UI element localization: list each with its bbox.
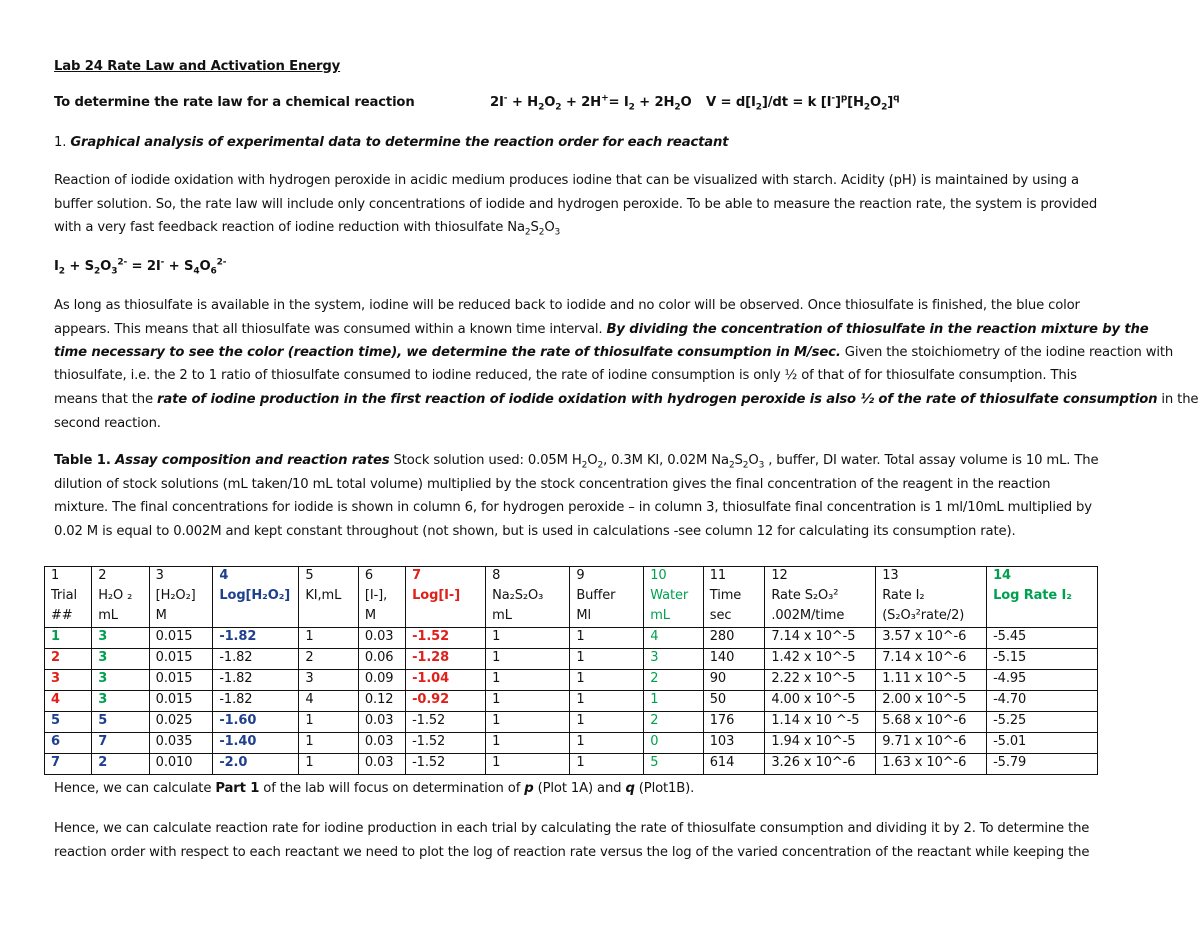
column-number-row — [45, 567, 1098, 588]
table-cell: 9 — [570, 567, 644, 588]
table-cell: 1 — [644, 691, 704, 712]
table-cell: 1.42 x 10^-5 — [765, 649, 876, 670]
table-cell: 1 — [570, 628, 644, 649]
table-cell: Log[I-] — [406, 587, 486, 607]
table-cell: 0.015 — [149, 670, 213, 691]
table-cell: 9.71 x 10^-6 — [876, 733, 987, 754]
table-cell: 5 — [92, 712, 149, 733]
assay-table — [44, 566, 1098, 775]
table-cell: KI,mL — [299, 587, 359, 607]
table-cell: 1 — [570, 649, 644, 670]
table-cell: 10 — [644, 567, 704, 588]
table-cell: -5.01 — [987, 733, 1098, 754]
table-cell: 1 — [486, 649, 570, 670]
table-cell: Na₂S₂O₃ — [486, 587, 570, 607]
table-cell: -1.82 — [213, 649, 299, 670]
paragraph-1-line-1: Reaction of iodide oxidation with hydrogen peroxide in acidic medium produces iodine that can be visualized with starch. Acidity (pH) is maintained by using a — [54, 173, 1079, 188]
table-cell: 3.26 x 10^-6 — [765, 754, 876, 775]
table-cell: -1.60 — [213, 712, 299, 733]
table-row — [45, 649, 1098, 670]
table-cell: 0.03 — [358, 628, 405, 649]
table-cell: 1.63 x 10^-6 — [876, 754, 987, 775]
table-cell: -5.25 — [987, 712, 1098, 733]
table-cell: 7 — [92, 733, 149, 754]
table-cell: 4 — [213, 567, 299, 588]
table-cell: 90 — [703, 670, 765, 691]
table-cell: -1.52 — [406, 733, 486, 754]
thiosulfate-equation: $I_2 + S_2O_3^{2-} = 2I^- + S_4O_6^{2-}$ — [54, 257, 227, 277]
table-cell: 12 — [765, 567, 876, 588]
paragraph-1-line-3: with a very fast feedback reaction of iodine reduction with thiosulfate $Na_2S_2O_3$ — [54, 220, 561, 238]
table-cell: Rate S₂O₃² — [765, 587, 876, 607]
table-cell: 4 — [299, 691, 359, 712]
table-cell: 11 — [703, 567, 765, 588]
table-caption-line-3: mixture. The final concentrations for iodide is shown in column 6, for hydrogen peroxide – in column 3, thiosulfate final concentration is 1 ml/10mL multiplied by — [54, 500, 1092, 515]
table-cell: 5 — [644, 754, 704, 775]
table-cell: 3 — [299, 670, 359, 691]
table-cell: 103 — [703, 733, 765, 754]
table-cell: Buffer — [570, 587, 644, 607]
table-cell: 7.14 x 10^-5 — [765, 628, 876, 649]
table-cell: 0.025 — [149, 712, 213, 733]
table-cell: -1.28 — [406, 649, 486, 670]
table-cell: 1 — [486, 691, 570, 712]
table-cell: 0.015 — [149, 628, 213, 649]
table-cell: 1 — [486, 670, 570, 691]
table-cell: 1.94 x 10^-5 — [765, 733, 876, 754]
table-cell: 1 — [486, 733, 570, 754]
table-cell: (S₂O₃²rate/2) — [876, 607, 987, 628]
table-cell: [I-], — [358, 587, 405, 607]
table-cell: -2.0 — [213, 754, 299, 775]
table-cell: 1 — [570, 733, 644, 754]
table-cell: 0.015 — [149, 649, 213, 670]
paragraph-2-line-6: second reaction. — [54, 416, 161, 431]
section-heading: 1. Graphical analysis of experimental data to determine the reaction order for each reactant — [54, 135, 729, 150]
table-cell: -5.45 — [987, 628, 1098, 649]
reaction-equation: $2I^- + H_2O_2 + 2H^+= I_2 + 2H_2O$ — [490, 93, 692, 113]
table-cell: H₂O ₂ — [92, 587, 149, 607]
table-cell: 1 — [45, 567, 92, 588]
table-cell: 2 — [92, 567, 149, 588]
table-cell: -1.82 — [213, 670, 299, 691]
table-cell — [406, 607, 486, 628]
table-cell: Trial — [45, 587, 92, 607]
paragraph-1-line-2: buffer solution. So, the rate law will include only concentrations of iodide and hydrogen peroxide. To be able to measure the reaction rate, the system is provided — [54, 197, 1098, 212]
table-cell: 176 — [703, 712, 765, 733]
table-cell: 2 — [92, 754, 149, 775]
table-cell: 4 — [644, 628, 704, 649]
table-cell: 140 — [703, 649, 765, 670]
table-cell: 280 — [703, 628, 765, 649]
table-cell: 6 — [45, 733, 92, 754]
table-cell: -5.15 — [987, 649, 1098, 670]
table-cell: 5 — [299, 567, 359, 588]
table-cell: 2 — [45, 649, 92, 670]
table-cell: 1 — [570, 691, 644, 712]
table-row — [45, 733, 1098, 754]
table-cell: 1 — [570, 670, 644, 691]
table-cell: 1 — [45, 628, 92, 649]
table-cell: 0.12 — [358, 691, 405, 712]
table-cell: -0.92 — [406, 691, 486, 712]
after-table-line-1: Hence, we can calculate Part 1 of the lab will focus on determination of p (Plot 1A) and q (Plot1B). — [54, 781, 695, 796]
after-table-line-3: reaction order with respect to each reactant we need to plot the log of reaction rate versus the log of the varied concentration of the reactant while keeping the — [54, 845, 1090, 860]
paragraph-2-line-3: time necessary to see the color (reaction time), we determine the rate of thiosulfate consumption in M/sec. Given the stoichiometry of the iodine reaction with — [54, 345, 1174, 360]
table-cell: 0.09 — [358, 670, 405, 691]
table-cell: 3 — [644, 649, 704, 670]
table-cell: 1 — [570, 712, 644, 733]
table-cell: 1.14 x 10 ^-5 — [765, 712, 876, 733]
table-cell: 0.06 — [358, 649, 405, 670]
table-cell: mL — [92, 607, 149, 628]
rate-law-equation: $V = d[I_2]/dt = k$ $[I^-]^p[H_2O_2]^q$ — [706, 93, 900, 113]
table-caption-line-2: dilution of stock solutions (mL taken/10 mL total volume) multiplied by the stock concentration gives the final concentration of the reagent in the reaction — [54, 477, 1051, 492]
table-cell: -1.52 — [406, 754, 486, 775]
table-cell: -5.79 — [987, 754, 1098, 775]
table-row — [45, 691, 1098, 712]
table-cell: 2.00 x 10^-5 — [876, 691, 987, 712]
table-cell: -4.95 — [987, 670, 1098, 691]
table-cell: 3 — [92, 670, 149, 691]
objective-label: To determine the rate law for a chemical reaction — [54, 95, 415, 110]
table-cell: 614 — [703, 754, 765, 775]
table-cell: 2 — [644, 712, 704, 733]
table-cell: 1 — [299, 712, 359, 733]
header-row-units — [45, 607, 1098, 628]
table-cell: 0.03 — [358, 754, 405, 775]
table-row — [45, 670, 1098, 691]
header-row — [45, 587, 1098, 607]
table-cell: 0.035 — [149, 733, 213, 754]
table-cell: 6 — [358, 567, 405, 588]
paragraph-2-line-2: appears. This means that all thiosulfate was consumed within a known time interval. By dividing the concentration of thiosulfate in the reaction mixture by the — [54, 322, 1149, 337]
table-cell: -1.82 — [213, 628, 299, 649]
table-cell: 5 — [45, 712, 92, 733]
table-cell: 7.14 x 10^-6 — [876, 649, 987, 670]
table-caption-line-4: 0.02 M is equal to 0.002M and kept constant throughout (not shown, but is used in calculations -see column 12 for calculating its consumption rate). — [54, 524, 1016, 539]
table-cell: mL — [644, 607, 704, 628]
table-cell: mL — [486, 607, 570, 628]
table-cell: 3.57 x 10^-6 — [876, 628, 987, 649]
table-cell: Water — [644, 587, 704, 607]
table-cell: sec — [703, 607, 765, 628]
paragraph-2-line-5: means that the rate of iodine production in the first reaction of iodide oxidation with hydrogen peroxide is also ½ of the rate of thiosulfate consumption in the — [54, 392, 1199, 407]
table-cell: 1.11 x 10^-5 — [876, 670, 987, 691]
table-cell — [299, 607, 359, 628]
table-row — [45, 628, 1098, 649]
table-cell: 0.03 — [358, 712, 405, 733]
table-cell: 2 — [644, 670, 704, 691]
table-cell: 3 — [92, 628, 149, 649]
table-cell: 1 — [486, 712, 570, 733]
table-cell: ## — [45, 607, 92, 628]
table-cell: 1 — [486, 754, 570, 775]
table-cell: 1 — [570, 754, 644, 775]
table-cell: -4.70 — [987, 691, 1098, 712]
table-cell: 7 — [45, 754, 92, 775]
table-cell: 2.22 x 10^-5 — [765, 670, 876, 691]
table-cell: 5.68 x 10^-6 — [876, 712, 987, 733]
table-cell: -1.52 — [406, 628, 486, 649]
document-title: Lab 24 Rate Law and Activation Energy — [54, 59, 341, 74]
table-cell: .002M/time — [765, 607, 876, 628]
table-row — [45, 712, 1098, 733]
paragraph-2-line-1: As long as thiosulfate is available in the system, iodine will be reduced back to iodide and no color will be observed. Once thiosulfate is finished, the blue color — [54, 298, 1080, 313]
table-cell: Log Rate I₂ — [987, 587, 1098, 607]
table-cell: Log[H₂O₂] — [213, 587, 299, 607]
table-cell: [H₂O₂] — [149, 587, 213, 607]
table-cell: M — [149, 607, 213, 628]
table-cell: -1.82 — [213, 691, 299, 712]
table-cell: Time — [703, 587, 765, 607]
table-cell: 0 — [644, 733, 704, 754]
paragraph-2-line-4: thiosulfate, i.e. the 2 to 1 ratio of thiosulfate consumed to iodine reduced, the rate of iodine consumption is only ½ of that of for thiosulfate consumption. This — [54, 368, 1077, 383]
table-cell: 50 — [703, 691, 765, 712]
table-cell: Ml — [570, 607, 644, 628]
table-cell: 0.015 — [149, 691, 213, 712]
table-cell: 1 — [299, 733, 359, 754]
table-cell: 1 — [486, 628, 570, 649]
table-cell: 1 — [299, 628, 359, 649]
table-row — [45, 754, 1098, 775]
table-cell: 3 — [45, 670, 92, 691]
table-cell: 8 — [486, 567, 570, 588]
table-cell: 4.00 x 10^-5 — [765, 691, 876, 712]
objective-line — [54, 94, 415, 112]
table-cell: -1.52 — [406, 712, 486, 733]
after-table-line-2: Hence, we can calculate reaction rate for iodine production in each trial by calculating the rate of thiosulfate consumption and dividing it by 2. To determine the — [54, 821, 1090, 836]
table-cell — [213, 607, 299, 628]
table-cell: 3 — [149, 567, 213, 588]
table-cell — [987, 607, 1098, 628]
table-cell: -1.40 — [213, 733, 299, 754]
table-cell: 0.03 — [358, 733, 405, 754]
table-cell: 7 — [406, 567, 486, 588]
table-cell: M — [358, 607, 405, 628]
table-caption-line-1: Table 1. Assay composition and reaction rates Stock solution used: 0.05M $H_2O_2$, 0.3M KI, 0.02M $Na_2S_2O_3$ , buffer, DI water. Total assay volume is 10 mL. The — [54, 453, 1099, 471]
table-cell: 3 — [92, 691, 149, 712]
table-cell: Rate I₂ — [876, 587, 987, 607]
table-cell: 14 — [987, 567, 1098, 588]
table-cell: 1 — [299, 754, 359, 775]
table-cell: 2 — [299, 649, 359, 670]
table-cell: 13 — [876, 567, 987, 588]
table-cell: -1.04 — [406, 670, 486, 691]
table-cell: 4 — [45, 691, 92, 712]
table-cell: 3 — [92, 649, 149, 670]
table-cell: 0.010 — [149, 754, 213, 775]
